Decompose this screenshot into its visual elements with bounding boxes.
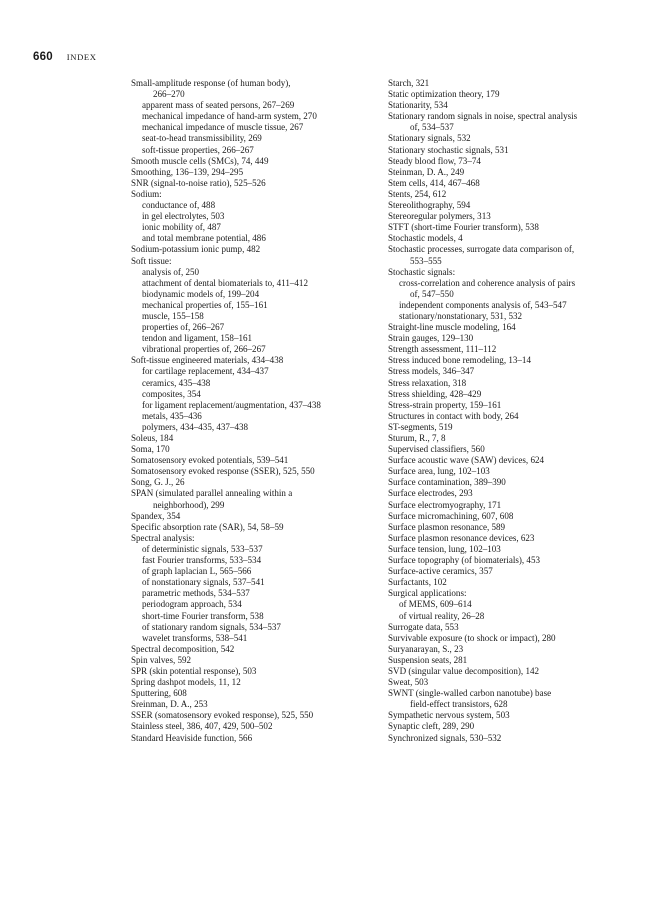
index-entry-text: Sodium:: [131, 188, 162, 199]
index-entry-text: Stochastic models, 4: [388, 233, 463, 244]
index-entry: [388, 178, 638, 189]
index-entry: [131, 721, 376, 732]
index-entry-text: conductance of, 488: [142, 200, 216, 211]
index-entry-text: Spandex, 354: [131, 510, 181, 521]
index-subentry: [131, 366, 376, 377]
index-entry-text: stationary/nonstationary, 531, 532: [399, 310, 523, 321]
index-entry-text: Smooth muscle cells (SMCs), 74, 449: [131, 155, 269, 166]
index-entry: [131, 433, 376, 444]
index-entry-text: Surgical applications:: [388, 588, 467, 599]
index-subentry: [131, 389, 376, 400]
index-entry-text: polymers, 434–435, 437–438: [142, 421, 249, 432]
index-subentry: [131, 544, 376, 555]
index-entry: [131, 677, 376, 688]
index-entry: [388, 488, 638, 499]
index-entry: [131, 699, 376, 710]
index-entry: [131, 522, 376, 533]
index-entry-text: of graph laplacian L, 565–566: [142, 566, 252, 577]
index-column-right: [388, 78, 638, 744]
index-entry-text: Stochastic signals:: [388, 266, 456, 277]
index-subentry: [131, 133, 376, 144]
index-subentry: [131, 555, 376, 566]
index-entry-text: and total membrane potential, 486: [142, 233, 266, 244]
index-subentry: [131, 211, 376, 222]
index-entry: [131, 455, 376, 466]
index-subentry: [131, 311, 376, 322]
index-entry-text: Spectral decomposition, 542: [131, 643, 235, 654]
index-entry-text: SPAN (simulated parallel annealing within a: [131, 488, 293, 499]
index-entry: [131, 477, 376, 488]
index-entry-text: Strength assessment, 111–112: [388, 344, 497, 355]
index-entry-continuation: 553–555: [410, 255, 442, 266]
index-entry-text: Surface-active ceramics, 357: [388, 566, 493, 577]
index-entry-text: Specific absorption rate (SAR), 54, 58–59: [131, 521, 284, 532]
index-subentry: [131, 233, 376, 244]
index-entry: [388, 522, 638, 533]
index-entry-text: for ligament replacement/augmentation, 437–438: [142, 399, 321, 410]
index-entry-text: seat-to-head transmissibility, 269: [142, 133, 262, 144]
index-entry-text: Strain gauges, 129–130: [388, 333, 474, 344]
index-subentry: [131, 122, 376, 133]
index-entry: [388, 366, 638, 377]
index-entry: [131, 355, 376, 366]
index-entry-text: Stationarity, 534: [388, 100, 448, 111]
index-entry-text: Soma, 170: [131, 444, 170, 455]
index-entry-text: Stochastic processes, surrogate data comparison of,: [388, 244, 575, 255]
index-entry-text: Stationary random signals in noise, spectral analysis: [388, 111, 578, 122]
index-entry: [388, 688, 638, 710]
index-entry-text: SVD (singular value decomposition), 142: [388, 665, 540, 676]
index-entry-text: SPR (skin potential response), 503: [131, 665, 257, 676]
index-entry: [388, 710, 638, 721]
index-entry: [131, 688, 376, 699]
index-entry-text: Surface contamination, 389–390: [388, 477, 506, 488]
index-entry-text: mechanical properties of, 155–161: [142, 299, 268, 310]
index-subentry: [131, 344, 376, 355]
index-entry: [388, 555, 638, 566]
index-entry: [131, 256, 376, 267]
index-entry: [131, 488, 376, 510]
index-entry: [388, 411, 638, 422]
index-entry-text: Surface topography (of biomaterials), 453: [388, 555, 540, 566]
index-entry-continuation: of, 534–537: [410, 122, 454, 133]
index-entry: [388, 633, 638, 644]
index-entry: [131, 178, 376, 189]
index-entry: [388, 500, 638, 511]
index-entry: [131, 466, 376, 477]
index-entry-text: Surface electrodes, 293: [388, 488, 473, 499]
index-entry-text: Starch, 321: [388, 78, 430, 88]
index-entry: [388, 544, 638, 555]
index-entry-text: Supervised classifiers, 560: [388, 444, 485, 455]
index-subentry: [131, 422, 376, 433]
index-subentry: [131, 378, 376, 389]
index-entry-text: Song, G. J., 26: [131, 477, 185, 488]
index-entry-text: Synchronized signals, 530–532: [388, 732, 502, 743]
index-entry: [131, 511, 376, 522]
index-entry: [388, 167, 638, 178]
index-entry-text: Suspension seats, 281: [388, 654, 468, 665]
index-subentry: [131, 400, 376, 411]
index-entry-text: for cartilage replacement, 434–437: [142, 366, 269, 377]
index-entry-text: Small-amplitude response (of human body),: [131, 78, 291, 88]
index-entry: [131, 533, 376, 544]
index-entry: [388, 400, 638, 411]
index-entry-text: analysis of, 250: [142, 266, 200, 277]
index-entry-text: Spin valves, 592: [131, 654, 192, 665]
index-entry: [131, 655, 376, 666]
index-entry-text: Soft-tissue engineered materials, 434–438: [131, 355, 284, 366]
index-entry-text: SWNT (single-walled carbon nanotube) base: [388, 688, 552, 699]
index-entry: [388, 111, 638, 133]
index-entry: [388, 477, 638, 488]
index-subentry: [131, 100, 376, 111]
index-entry: [388, 244, 638, 266]
index-entry: [131, 167, 376, 178]
index-entry: [388, 533, 638, 544]
index-entry-text: Surface plasmon resonance, 589: [388, 521, 506, 532]
index-entry-text: Sympathetic nervous system, 503: [388, 710, 510, 721]
index-subentry: [131, 599, 376, 610]
index-entry-text: tendon and ligament, 158–161: [142, 333, 253, 344]
index-entry-text: STFT (short-time Fourier transform), 538: [388, 222, 539, 233]
index-entry: [388, 267, 638, 278]
index-entry-text: of stationary random signals, 534–537: [142, 621, 281, 632]
index-entry-text: Sturum, R., 7, 8: [388, 433, 446, 443]
index-entry-text: soft-tissue properties, 266–267: [142, 144, 254, 155]
index-subentry: [131, 633, 376, 644]
index-subentry: [131, 411, 376, 422]
index-entry: [388, 344, 638, 355]
index-entry-text: Steady blood flow, 73–74: [388, 155, 481, 166]
index-entry-text: Spring dashpot models, 11, 12: [131, 677, 241, 688]
index-entry-text: Straight-line muscle modeling, 164: [388, 322, 516, 333]
index-entry: [131, 78, 376, 100]
index-entry-text: Stainless steel, 386, 407, 429, 500–502: [131, 721, 273, 732]
index-entry: [388, 389, 638, 400]
index-entry: [388, 211, 638, 222]
index-entry-text: Surrogate data, 553: [388, 621, 459, 632]
index-entry-text: Suryanarayan, S., 23: [388, 643, 464, 654]
index-entry: [388, 577, 638, 588]
index-subentry: [131, 267, 376, 278]
running-head: INDEX: [66, 52, 97, 62]
index-entry: [388, 644, 638, 655]
index-subentry: [131, 622, 376, 633]
index-entry-text: Stents, 254, 612: [388, 188, 447, 199]
index-entry: [131, 733, 376, 744]
index-subentry: [388, 278, 638, 300]
index-entry: [388, 511, 638, 522]
index-entry: [131, 156, 376, 167]
index-subentry: [131, 588, 376, 599]
index-entry-text: Structures in contact with body, 264: [388, 410, 519, 421]
index-entry: [388, 566, 638, 577]
index-entry: [131, 444, 376, 455]
index-entry: [388, 233, 638, 244]
index-entry-text: apparent mass of seated persons, 267–269: [142, 100, 295, 111]
index-entry: [388, 355, 638, 366]
index-entry: [388, 333, 638, 344]
index-entry: [131, 644, 376, 655]
index-entry-text: wavelet transforms, 538–541: [142, 632, 248, 643]
index-entry-text: muscle, 155–158: [142, 310, 204, 321]
index-entry-text: Survivable exposure (to shock or impact), 280: [388, 632, 556, 643]
index-entry-text: Surface micromachining, 607, 608: [388, 510, 514, 521]
index-subentry: [131, 278, 376, 289]
index-entry-text: Stress relaxation, 318: [388, 377, 467, 388]
index-entry-text: Standard Heaviside function, 566: [131, 732, 253, 743]
index-entry-text: Stress shielding, 428–429: [388, 388, 482, 399]
index-entry-continuation: 266–270: [153, 89, 185, 100]
index-entry-text: Sweat, 503: [388, 677, 429, 688]
index-entry-text: in gel electrolytes, 503: [142, 211, 225, 222]
index-column-left: [131, 78, 376, 744]
index-entry-text: periodogram approach, 534: [142, 599, 242, 610]
index-entry-text: SNR (signal-to-noise ratio), 525–526: [131, 177, 266, 188]
index-entry-text: ST-segments, 519: [388, 421, 453, 432]
index-entry-text: SSER (somatosensory evoked response), 525, 550: [131, 710, 314, 721]
index-entry-text: cross-correlation and coherence analysis of pairs: [399, 277, 576, 288]
index-entry: [388, 433, 638, 444]
index-subentry: [131, 289, 376, 300]
index-entry-continuation: field-effect transistors, 628: [410, 699, 508, 710]
index-entry-text: Surfactants, 102: [388, 577, 447, 588]
index-entry-continuation: neighborhood), 299: [153, 499, 225, 510]
index-subentry: [131, 333, 376, 344]
index-entry-text: Stress models, 346–347: [388, 366, 475, 377]
index-entry: [388, 455, 638, 466]
index-entry: [388, 145, 638, 156]
index-entry: [388, 378, 638, 389]
index-entry: [388, 733, 638, 744]
index-entry-text: attachment of dental biomaterials to, 411–412: [142, 277, 308, 288]
index-entry-text: ceramics, 435–438: [142, 377, 211, 388]
index-entry: [388, 156, 638, 167]
index-entry-text: Stress-strain property, 159–161: [388, 399, 502, 410]
index-entry-text: mechanical impedance of hand-arm system, 270: [142, 111, 317, 122]
index-entry-text: independent components analysis of, 543–547: [399, 299, 567, 310]
index-entry: [388, 189, 638, 200]
index-entry: [388, 588, 638, 599]
index-entry-text: short-time Fourier transform, 538: [142, 610, 264, 621]
index-entry-text: biodynamic models of, 199–204: [142, 288, 260, 299]
index-entry: [388, 100, 638, 111]
index-subentry: [131, 322, 376, 333]
index-entry: [131, 710, 376, 721]
index-entry-text: ionic mobility of, 487: [142, 222, 221, 233]
index-entry: [388, 200, 638, 211]
index-subentry: [131, 200, 376, 211]
index-entry-text: Sputtering, 608: [131, 688, 187, 699]
index-entry-text: Stereolithography, 594: [388, 200, 471, 211]
index-entry-text: mechanical impedance of muscle tissue, 267: [142, 122, 304, 133]
index-entry-text: Stationary stochastic signals, 531: [388, 144, 509, 155]
index-entry: [388, 655, 638, 666]
index-subentry: [388, 311, 638, 322]
page-number: 660: [33, 51, 53, 63]
index-entry-text: Synaptic cleft, 289, 290: [388, 721, 475, 732]
index-entry-text: Surface electromyography, 171: [388, 499, 502, 510]
index-entry-text: Sodium-potassium ionic pump, 482: [131, 244, 261, 255]
index-subentry: [131, 566, 376, 577]
index-entry-text: Somatosensory evoked potentials, 539–541: [131, 455, 289, 466]
index-entry-text: fast Fourier transforms, 533–534: [142, 555, 262, 566]
index-entry: [388, 666, 638, 677]
index-subentry: [388, 611, 638, 622]
index-entry-text: Stationary signals, 532: [388, 133, 471, 144]
index-entry-text: Stem cells, 414, 467–468: [388, 177, 480, 188]
index-entry: [388, 444, 638, 455]
index-entry-text: Spectral analysis:: [131, 532, 195, 543]
index-entry-text: composites, 354: [142, 388, 201, 399]
index-entry: [388, 222, 638, 233]
index-entry: [131, 244, 376, 255]
index-entry: [388, 89, 638, 100]
index-entry-text: Surface acoustic wave (SAW) devices, 624: [388, 455, 545, 466]
index-entry-text: Sreinman, D. A., 253: [131, 699, 208, 710]
index-entry-text: metals, 435–436: [142, 410, 202, 421]
index-entry-text: of nonstationary signals, 537–541: [142, 577, 265, 588]
index-entry-text: vibrational properties of, 266–267: [142, 344, 266, 355]
index-subentry: [131, 611, 376, 622]
index-entry-text: Somatosensory evoked response (SSER), 525, 550: [131, 466, 315, 477]
index-entry: [131, 189, 376, 200]
index-subentry: [388, 599, 638, 610]
index-entry: [388, 322, 638, 333]
index-entry: [131, 666, 376, 677]
index-entry: [388, 466, 638, 477]
index-entry-text: Stereoregular polymers, 313: [388, 211, 491, 222]
index-entry-text: properties of, 266–267: [142, 322, 225, 333]
index-entry: [388, 78, 638, 89]
index-entry: [388, 622, 638, 633]
index-entry-text: Soleus, 184: [131, 433, 174, 443]
index-entry-text: of deterministic signals, 533–537: [142, 543, 263, 554]
index-subentry: [131, 145, 376, 156]
index-subentry: [131, 111, 376, 122]
index-subentry: [131, 300, 376, 311]
index-entry: [388, 133, 638, 144]
index-subentry: [131, 577, 376, 588]
index-entry-text: Surface tension, lung, 102–103: [388, 543, 501, 554]
index-entry-text: parametric methods, 534–537: [142, 588, 250, 599]
page-header: [33, 47, 97, 61]
index-entry: [388, 677, 638, 688]
index-entry-text: Steinman, D. A., 249: [388, 166, 465, 177]
index-entry-text: of virtual reality, 26–28: [399, 610, 485, 621]
index-entry-text: Stress induced bone remodeling, 13–14: [388, 355, 531, 366]
index-entry-text: Surface plasmon resonance devices, 623: [388, 532, 535, 543]
index-subentry: [131, 222, 376, 233]
index-entry-text: Soft tissue:: [131, 255, 172, 266]
index-entry: [388, 422, 638, 433]
index-subentry: [388, 300, 638, 311]
index-entry-text: Smoothing, 136–139, 294–295: [131, 166, 244, 177]
index-entry-text: Static optimization theory, 179: [388, 89, 500, 100]
index-entry-text: Surface area, lung, 102–103: [388, 466, 490, 477]
index-entry-continuation: of, 547–550: [410, 288, 454, 299]
index-entry: [388, 721, 638, 732]
index-entry-text: of MEMS, 609–614: [399, 599, 472, 610]
